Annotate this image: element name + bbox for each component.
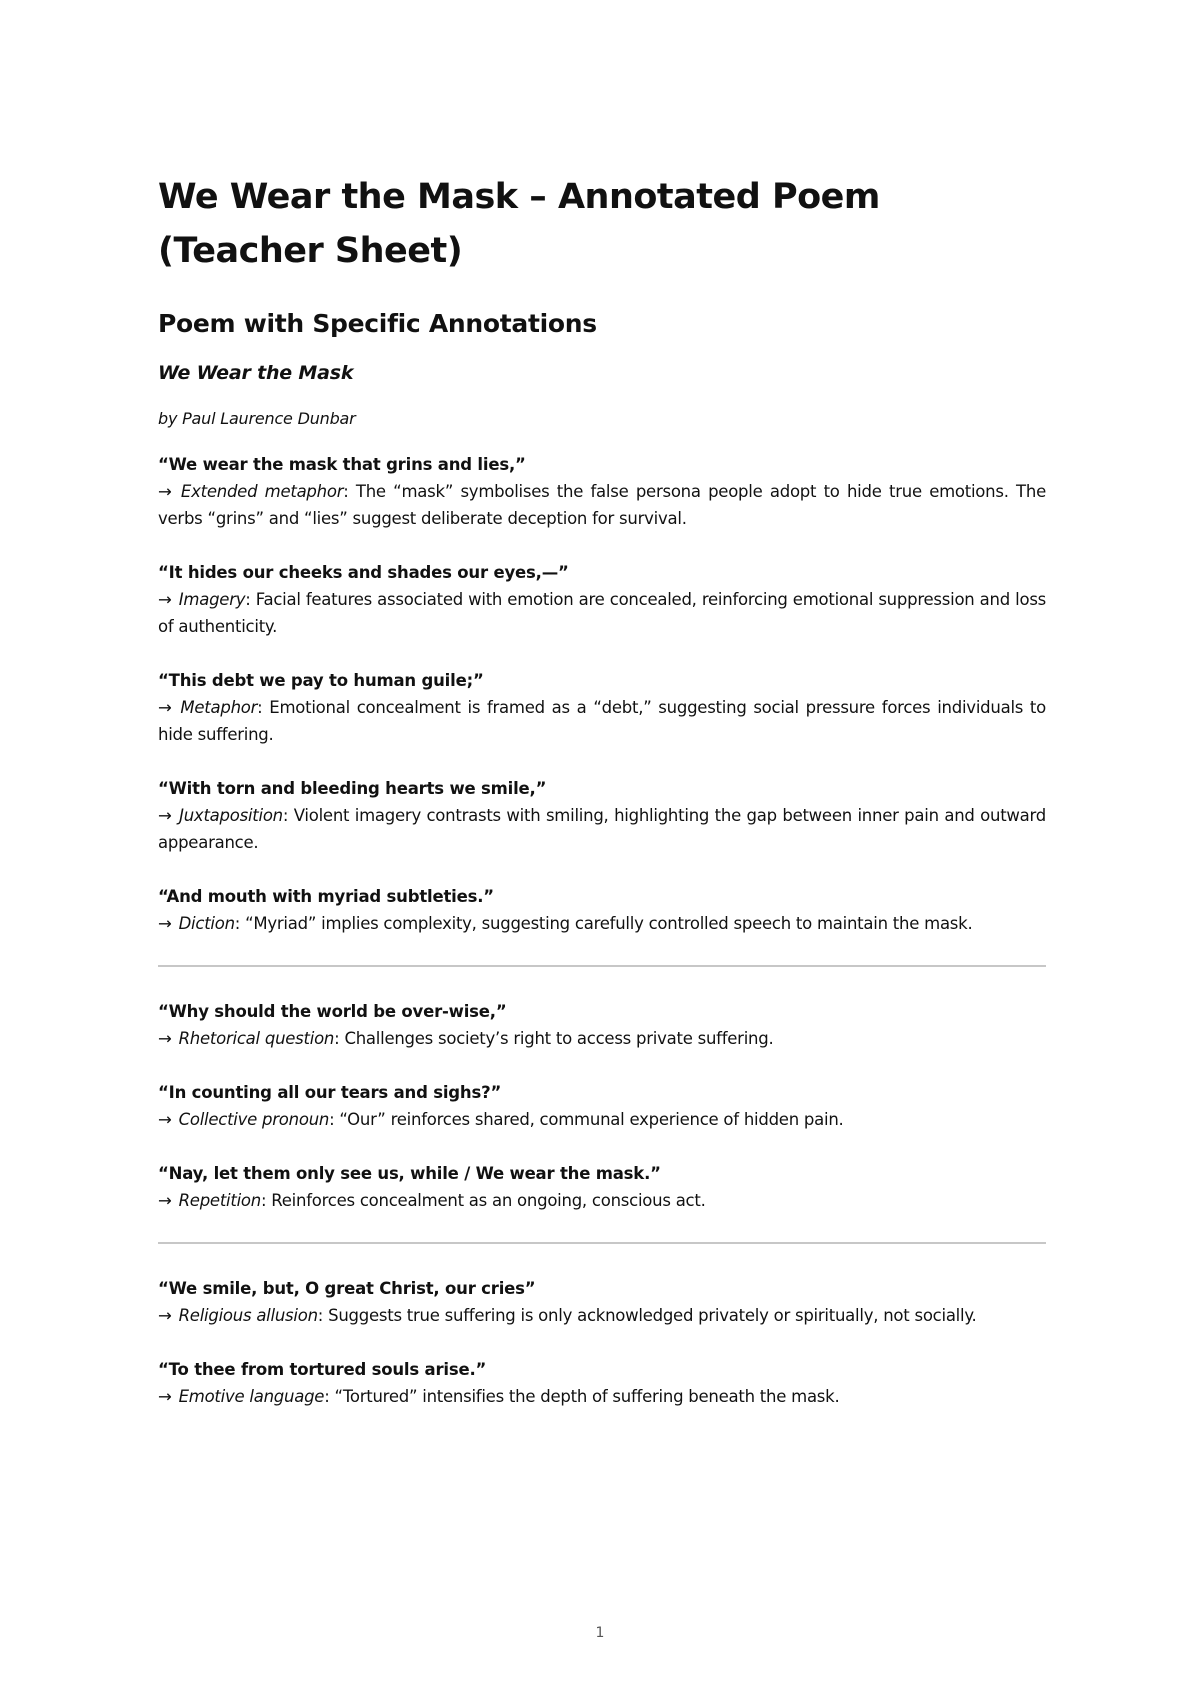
poem-line: “In counting all our tears and sighs?”	[158, 1083, 502, 1102]
poem-line: “To thee from tortured souls arise.”	[158, 1360, 487, 1379]
poem-author: by Paul Laurence Dunbar	[158, 409, 356, 428]
annotation-explanation: : Suggests true suffering is only acknowledged privately or spiritually, not socially.	[317, 1306, 977, 1325]
poem-line: “We smile, but, O great Christ, our cries”	[158, 1279, 536, 1298]
annotation-item	[158, 452, 1046, 532]
document-title: We Wear the Mask – Annotated Poem (Teacher Sheet)	[158, 177, 880, 271]
page-number: 1	[595, 1625, 605, 1641]
literary-device: Extended metaphor	[180, 482, 344, 501]
poem-line: “Nay, let them only see us, while / We wear the mask.”	[158, 1164, 661, 1183]
annotation-explanation: : “Myriad” implies complexity, suggesting carefully controlled speech to maintain the mask.	[234, 914, 973, 933]
literary-device: Diction	[178, 914, 235, 933]
literary-device: Emotive language	[178, 1387, 325, 1406]
annotation-item	[158, 1276, 1046, 1329]
arrow-icon: →	[158, 914, 172, 933]
poem-line: “With torn and bleeding hearts we smile,”	[158, 779, 547, 798]
annotation-note	[158, 1383, 1046, 1410]
literary-device: Collective pronoun	[178, 1110, 330, 1129]
annotation-item	[158, 776, 1046, 856]
annotation-item	[158, 560, 1046, 640]
literary-device: Repetition	[178, 1191, 261, 1210]
arrow-icon: →	[158, 1387, 172, 1406]
annotation-explanation: : The “mask” symbolises the false persona people adopt to hide true emotions. The verbs “grins” and “lies” suggest deliberate deception for survival.	[158, 482, 1046, 528]
poem-line: “It hides our cheeks and shades our eyes,—”	[158, 563, 569, 582]
annotation-item	[158, 884, 1046, 937]
annotation-explanation: : Emotional concealment is framed as a “debt,” suggesting social pressure forces individuals to hide suffering.	[158, 698, 1046, 744]
literary-device: Rhetorical question	[178, 1029, 335, 1048]
literary-device: Imagery	[178, 590, 246, 609]
annotation-note	[158, 1187, 1046, 1214]
annotation-note	[158, 802, 1046, 856]
literary-device: Juxtaposition	[179, 806, 283, 825]
stanza-2	[158, 999, 1046, 1214]
arrow-icon: →	[158, 1029, 172, 1048]
arrow-icon: →	[158, 806, 172, 825]
annotation-note	[158, 1106, 1046, 1133]
arrow-icon: →	[158, 482, 172, 501]
annotation-item	[158, 1080, 1046, 1133]
annotation-item	[158, 1357, 1046, 1410]
annotation-item	[158, 999, 1046, 1052]
annotation-note	[158, 586, 1046, 640]
stanza-divider	[158, 1242, 1046, 1244]
poem-line: “This debt we pay to human guile;”	[158, 671, 484, 690]
annotation-note	[158, 694, 1046, 748]
poem-line: “And mouth with myriad subtleties.”	[158, 887, 494, 906]
annotation-note	[158, 1302, 1046, 1329]
annotation-note	[158, 910, 1046, 937]
annotation-explanation: : Violent imagery contrasts with smiling, highlighting the gap between inner pain and outward appearance.	[158, 806, 1046, 852]
arrow-icon: →	[158, 698, 172, 717]
annotation-explanation: : “Tortured” intensifies the depth of suffering beneath the mask.	[324, 1387, 840, 1406]
annotation-explanation: : Facial features associated with emotion are concealed, reinforcing emotional suppression and loss of authenticity.	[158, 590, 1047, 636]
annotation-item	[158, 668, 1046, 748]
arrow-icon: →	[158, 1110, 172, 1129]
arrow-icon: →	[158, 1191, 172, 1210]
annotation-explanation: : Challenges society’s right to access private suffering.	[334, 1029, 774, 1048]
annotation-note	[158, 478, 1046, 532]
poem-line: “Why should the world be over-wise,”	[158, 1002, 507, 1021]
annotation-item	[158, 1161, 1046, 1214]
section-heading: Poem with Specific Annotations	[158, 309, 597, 338]
poem-title: We Wear the Mask	[158, 362, 354, 384]
annotation-explanation: : Reinforces concealment as an ongoing, conscious act.	[260, 1191, 706, 1210]
document-page	[158, 170, 1046, 1438]
annotation-explanation: : “Our” reinforces shared, communal experience of hidden pain.	[329, 1110, 844, 1129]
annotation-note	[158, 1025, 1046, 1052]
stanza-1	[158, 452, 1046, 937]
stanza-divider	[158, 965, 1046, 967]
literary-device: Metaphor	[180, 698, 258, 717]
arrow-icon: →	[158, 590, 172, 609]
literary-device: Religious allusion	[178, 1306, 318, 1325]
stanza-3	[158, 1276, 1046, 1410]
arrow-icon: →	[158, 1306, 172, 1325]
poem-line: “We wear the mask that grins and lies,”	[158, 455, 526, 474]
